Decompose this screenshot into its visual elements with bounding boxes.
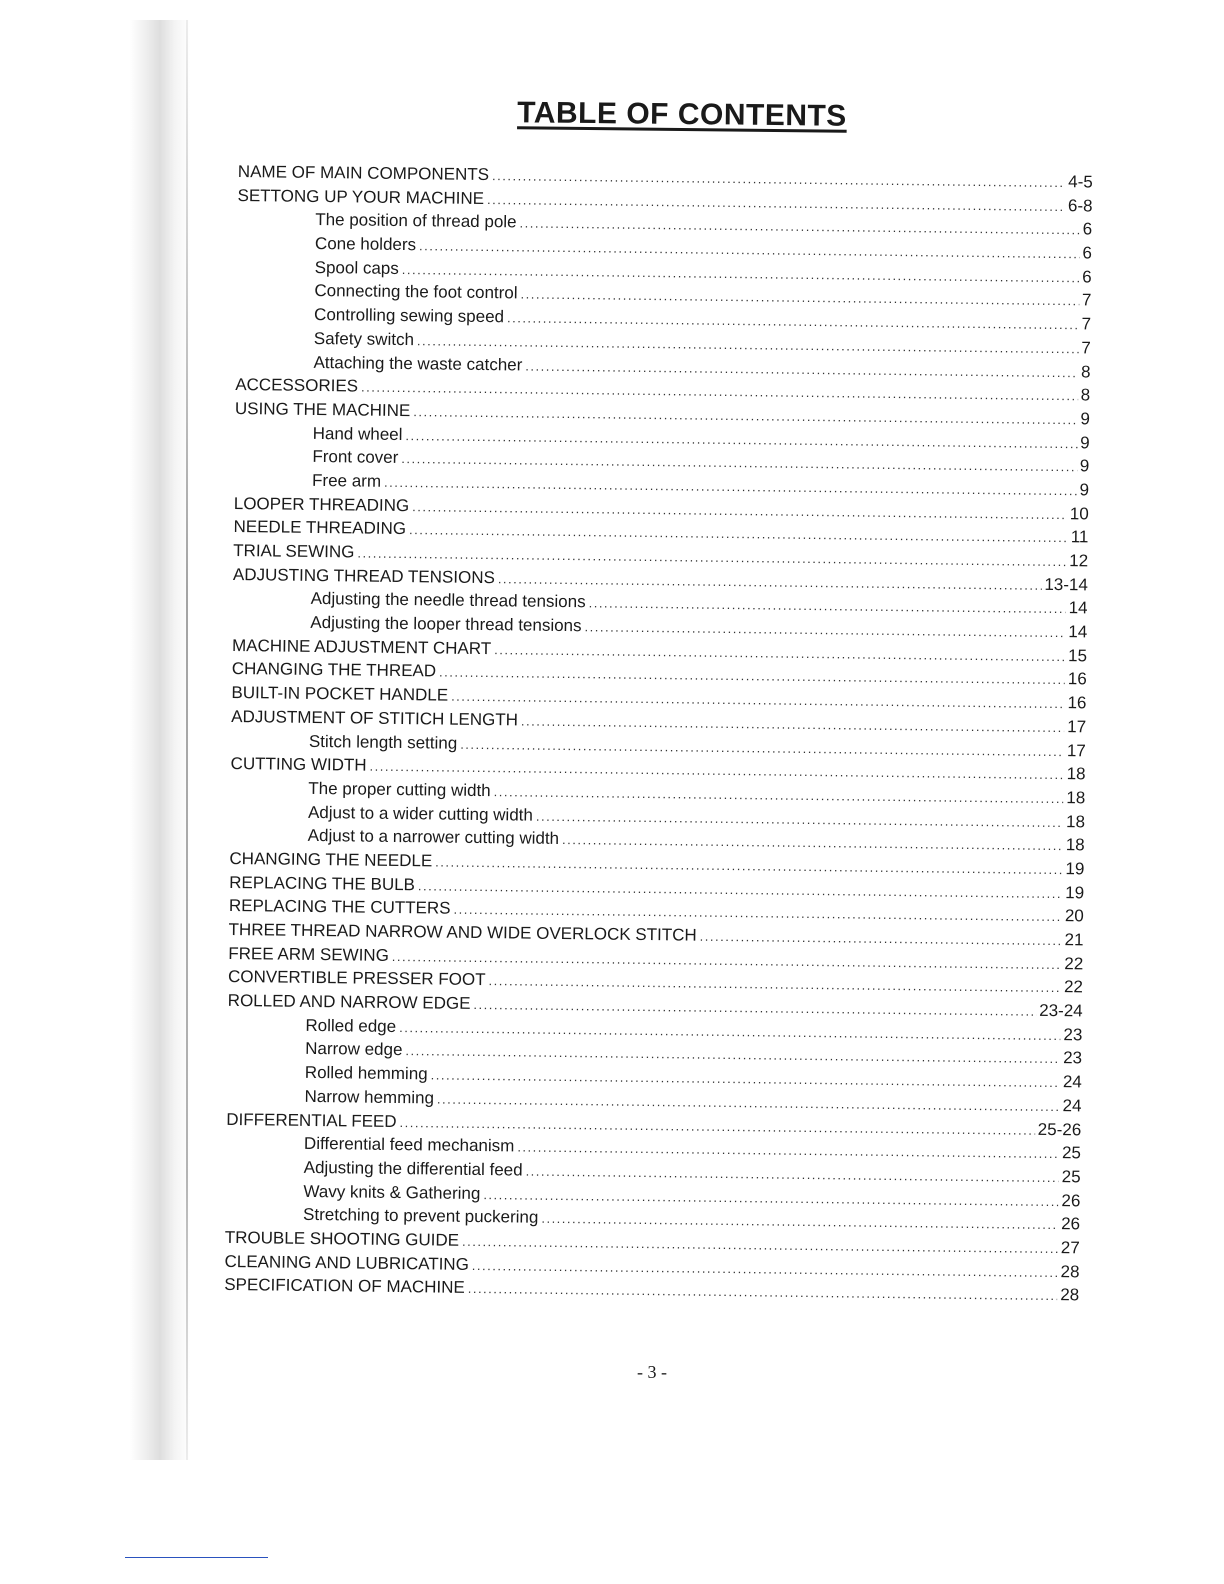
toc-entry-label: TROUBLE SHOOTING GUIDE (224, 1227, 460, 1250)
toc-entry-label: CUTTING WIDTH (230, 754, 367, 775)
toc-entry-page: 14 (1068, 598, 1088, 618)
toc-entry-page: 22 (1063, 977, 1084, 997)
toc-entry-page: 6-8 (1067, 195, 1093, 216)
toc-entry-label: Adjusting the differential feed (303, 1157, 523, 1180)
toc-entry-label: Free arm (311, 470, 382, 491)
scan-binding-edge (186, 20, 188, 1460)
toc-entry-page: 27 (1060, 1238, 1080, 1258)
toc-entry-page: 26 (1061, 1190, 1081, 1210)
page-title: TABLE OF CONTENTS (517, 96, 847, 133)
toc-entry-label: Cone holders (314, 234, 417, 255)
toc-entry-page: 24 (1062, 1072, 1082, 1092)
toc-entry-label: ROLLED AND NARROW EDGE (227, 991, 471, 1013)
toc-entry-page: 6 (1082, 219, 1093, 239)
toc-entry-page: 7 (1081, 314, 1092, 334)
toc-entry-label: Differential feed mechanism (303, 1134, 515, 1156)
toc-entry-page: 16 (1067, 669, 1087, 689)
toc-entry-label: REPLACING THE BULB (229, 872, 416, 894)
toc-entry-page: 28 (1060, 1261, 1080, 1281)
toc-entry-label: CONVERTIBLE PRESSER FOOT (227, 967, 486, 990)
toc-entry-label: Narrow edge (305, 1039, 403, 1060)
toc-entry-label: MACHINE ADJUSTMENT CHART (231, 635, 492, 658)
toc-entry-label: TRIAL SEWING (233, 540, 355, 562)
toc-entry-label: Adjusting the looper thread tensions (310, 612, 582, 636)
toc-entry-page: 25 (1061, 1143, 1082, 1163)
toc-entry-label: CLEANING AND LUBRICATING (224, 1251, 469, 1274)
toc-entry-page: 18 (1066, 764, 1086, 784)
toc-entry-page: 14 (1068, 622, 1088, 642)
toc-entry-label: CHANGING THE NEEDLE (229, 848, 433, 871)
toc-entry-label: NEEDLE THREADING (233, 517, 407, 539)
footer-link-underline (125, 1557, 268, 1558)
toc-entry-page: 18 (1065, 811, 1086, 831)
toc-entry-page: 17 (1066, 740, 1086, 760)
toc-entry-page: 12 (1069, 551, 1089, 571)
toc-entry-page: 13-14 (1044, 574, 1088, 595)
toc-entry-label: LOOPER THREADING (233, 493, 410, 515)
toc-entry-page: 20 (1064, 906, 1084, 926)
toc-entry-label: Wavy knits & Gathering (303, 1181, 481, 1203)
toc-entry-label: REPLACING THE CUTTERS (228, 896, 451, 918)
toc-entry-page: 8 (1080, 385, 1091, 405)
page-number: - 3 - (637, 1362, 667, 1382)
toc-entry-label: BUILT-IN POCKET HANDLE (231, 683, 449, 705)
toc-entry-label: Hand wheel (312, 423, 403, 444)
toc-entry-label: The position of thread pole (315, 210, 517, 232)
toc-entry-label: ACCESSORIES (235, 375, 359, 396)
toc-entry-page: 16 (1067, 693, 1087, 713)
toc-entry-label: Rolled edge (305, 1015, 397, 1036)
toc-entry-page: 15 (1067, 645, 1088, 666)
toc-entry-page: 23 (1063, 1048, 1083, 1068)
scan-binding-shadow (130, 20, 190, 1460)
toc-entry-page: 7 (1081, 338, 1091, 358)
toc-entry-label: FREE ARM SEWING (228, 943, 389, 965)
toc-entry-label: Connecting the foot control (314, 281, 518, 303)
toc-entry-page: 25 (1061, 1167, 1081, 1187)
toc-entry-label: DIFFERENTIAL FEED (226, 1109, 397, 1131)
toc-entry-page: 19 (1065, 859, 1085, 879)
toc-entry-label: Spool caps (314, 257, 399, 278)
toc-entry-page: 7 (1081, 290, 1092, 310)
toc-entry-page: 18 (1066, 788, 1086, 808)
toc-entry-page: 8 (1080, 361, 1091, 381)
toc-entry-label: The proper cutting width (308, 778, 491, 801)
toc-entry-page: 23-24 (1039, 1000, 1083, 1021)
toc-entry-page: 9 (1079, 480, 1090, 500)
toc-entry-label: USING THE MACHINE (234, 398, 411, 420)
toc-entry-page: 19 (1065, 882, 1085, 903)
toc-entry-page: 25-26 (1037, 1119, 1082, 1139)
toc-entry-page: 26 (1061, 1214, 1081, 1234)
toc-entry-label: ADJUSTING THREAD TENSIONS (232, 564, 496, 587)
toc-entry-label: Safety switch (313, 328, 415, 349)
toc-entry-page: 23 (1063, 1024, 1083, 1045)
toc-entry-page: 11 (1070, 527, 1089, 547)
toc-entry-page: 21 (1064, 930, 1084, 950)
toc-entry-page: 9 (1079, 456, 1090, 476)
toc-entry-label: SETTONG UP YOUR MACHINE (237, 185, 485, 208)
toc-entry-label: Narrow hemming (304, 1086, 435, 1108)
toc-entry-page: 9 (1080, 409, 1091, 429)
toc-entry-label: Stretching to prevent puckering (303, 1205, 539, 1227)
toc-entry-label: Controlling sewing speed (314, 305, 505, 327)
toc-entry-label: ADJUSTMENT OF STITICH LENGTH (231, 706, 519, 730)
toc-entry-page: 28 (1060, 1285, 1080, 1305)
toc-entry-label: SPECIFICATION OF MACHINE (224, 1275, 465, 1298)
toc-entry-label: Adjust to a narrower cutting width (307, 826, 560, 849)
toc-entry-page: 4-5 (1068, 172, 1093, 192)
toc-entry-label: Adjust to a wider cutting width (307, 802, 534, 825)
toc-entry-label: CHANGING THE THREAD (231, 659, 437, 681)
toc-entry-label: Front cover (312, 447, 399, 468)
toc-entry-page: 9 (1080, 432, 1090, 452)
toc-entry-label: THREE THREAD NARROW AND WIDE OVERLOCK STITCH (228, 919, 697, 945)
toc-entry-label: Adjusting the needle thread tensions (310, 589, 586, 612)
toc-entry-label: Attaching the waste catcher (313, 352, 523, 374)
table-of-contents (224, 160, 1093, 1307)
toc-entry-page: 17 (1067, 716, 1087, 737)
toc-entry-page: 18 (1065, 835, 1085, 855)
toc-entry-label: Stitch length setting (308, 731, 458, 753)
toc-entry-page: 22 (1064, 953, 1084, 974)
toc-entry-page: 24 (1062, 1095, 1082, 1116)
toc-entry-label: NAME OF MAIN COMPONENTS (237, 161, 490, 185)
toc-entry-page: 6 (1082, 267, 1092, 287)
toc-entry-label: Rolled hemming (304, 1063, 428, 1084)
toc-entry-page: 6 (1082, 243, 1093, 263)
toc-entry-page: 10 (1069, 503, 1089, 524)
